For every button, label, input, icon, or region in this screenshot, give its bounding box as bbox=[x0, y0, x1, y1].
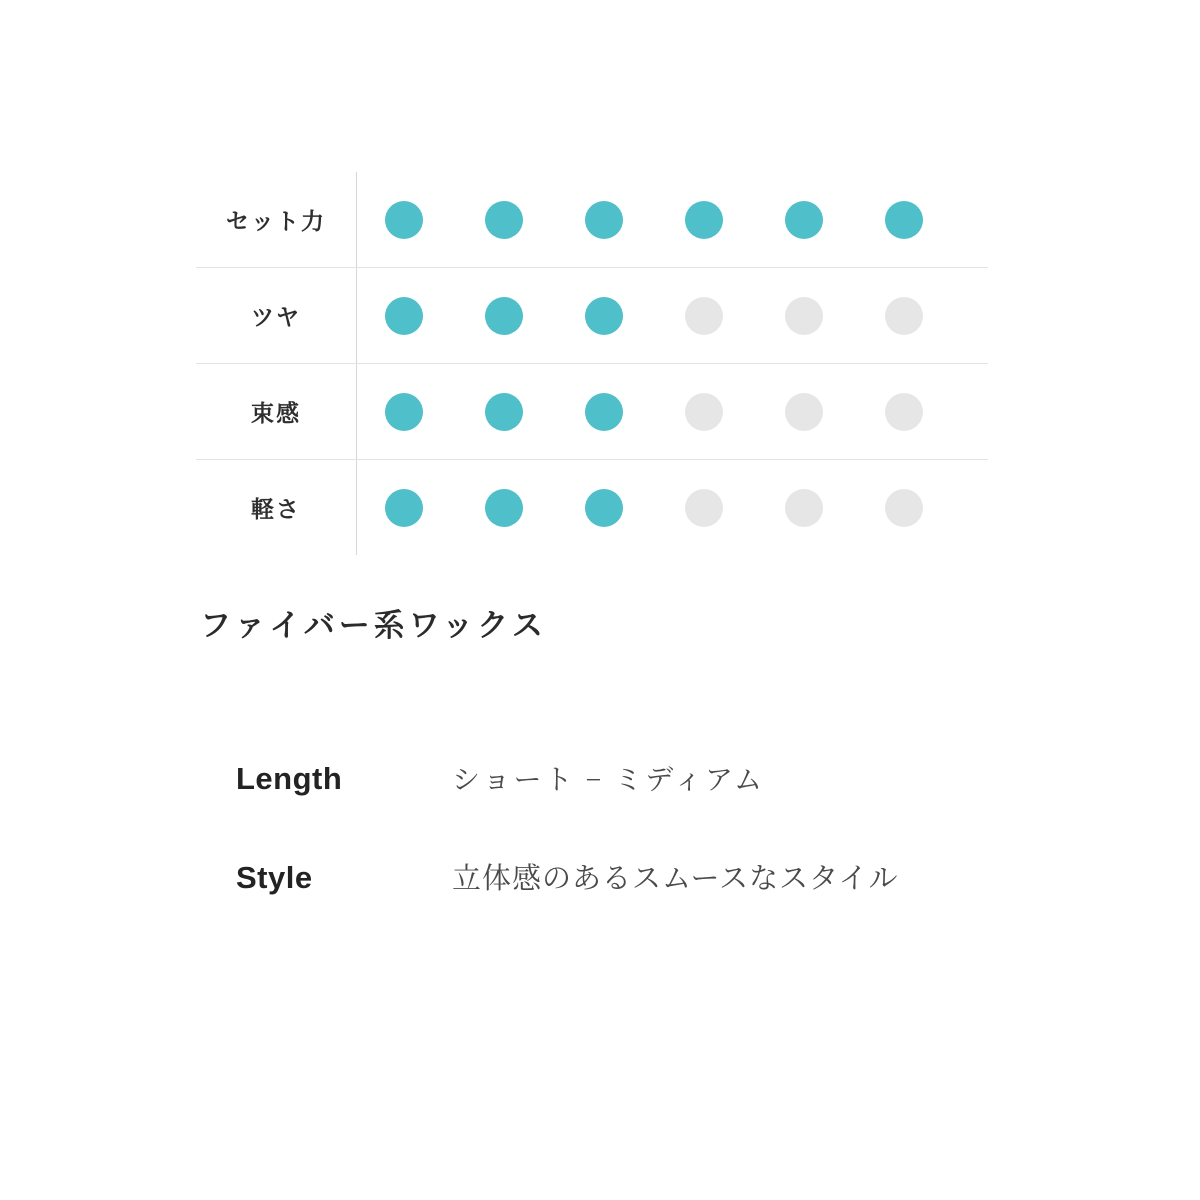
rating-row-label: 軽さ bbox=[251, 497, 301, 522]
chart-row bbox=[196, 364, 988, 460]
spec-value-length: ショート − ミディアム bbox=[452, 765, 766, 796]
rating-dot-filled bbox=[685, 201, 723, 239]
rating-dot-filled bbox=[385, 489, 423, 527]
rating-row-label: セット力 bbox=[226, 209, 326, 234]
rating-row-label: ツヤ bbox=[251, 305, 301, 330]
spec-row-length bbox=[236, 758, 996, 798]
spec-label-length: Length bbox=[236, 761, 343, 796]
rating-chart bbox=[196, 172, 988, 555]
rating-dot-empty bbox=[785, 489, 823, 527]
rating-dot-filled bbox=[385, 297, 423, 335]
spec-label-style: Style bbox=[236, 860, 313, 895]
chart-row bbox=[196, 460, 988, 555]
rating-dot-empty bbox=[685, 297, 723, 335]
rating-dot-empty bbox=[785, 297, 823, 335]
rating-dot-empty bbox=[685, 393, 723, 431]
spec-row-style bbox=[236, 856, 996, 897]
spec-value-style: 立体感のあるスムースなスタイル bbox=[452, 863, 899, 895]
rating-dot-filled bbox=[385, 393, 423, 431]
rating-dot-filled bbox=[485, 201, 523, 239]
rating-dot-empty bbox=[885, 393, 923, 431]
rating-dots bbox=[356, 460, 988, 555]
rating-dot-filled bbox=[385, 201, 423, 239]
rating-dot-filled bbox=[485, 489, 523, 527]
rating-dot-empty bbox=[885, 297, 923, 335]
chart-row bbox=[196, 268, 988, 364]
rating-dot-empty bbox=[785, 393, 823, 431]
chart-row bbox=[196, 172, 988, 268]
rating-dot-filled bbox=[585, 297, 623, 335]
rating-dot-filled bbox=[885, 201, 923, 239]
rating-dots bbox=[356, 268, 988, 363]
rating-dot-filled bbox=[485, 393, 523, 431]
rating-row-label: 束感 bbox=[251, 401, 301, 426]
category-title: ファイバー系ワックス bbox=[200, 608, 547, 643]
rating-dot-filled bbox=[585, 393, 623, 431]
rating-dot-filled bbox=[585, 489, 623, 527]
rating-dot-empty bbox=[685, 489, 723, 527]
rating-dot-filled bbox=[785, 201, 823, 239]
spec-list bbox=[236, 758, 996, 955]
rating-dots bbox=[356, 172, 988, 267]
rating-dots bbox=[356, 364, 988, 459]
rating-dot-filled bbox=[585, 201, 623, 239]
rating-dot-filled bbox=[485, 297, 523, 335]
rating-dot-empty bbox=[885, 489, 923, 527]
